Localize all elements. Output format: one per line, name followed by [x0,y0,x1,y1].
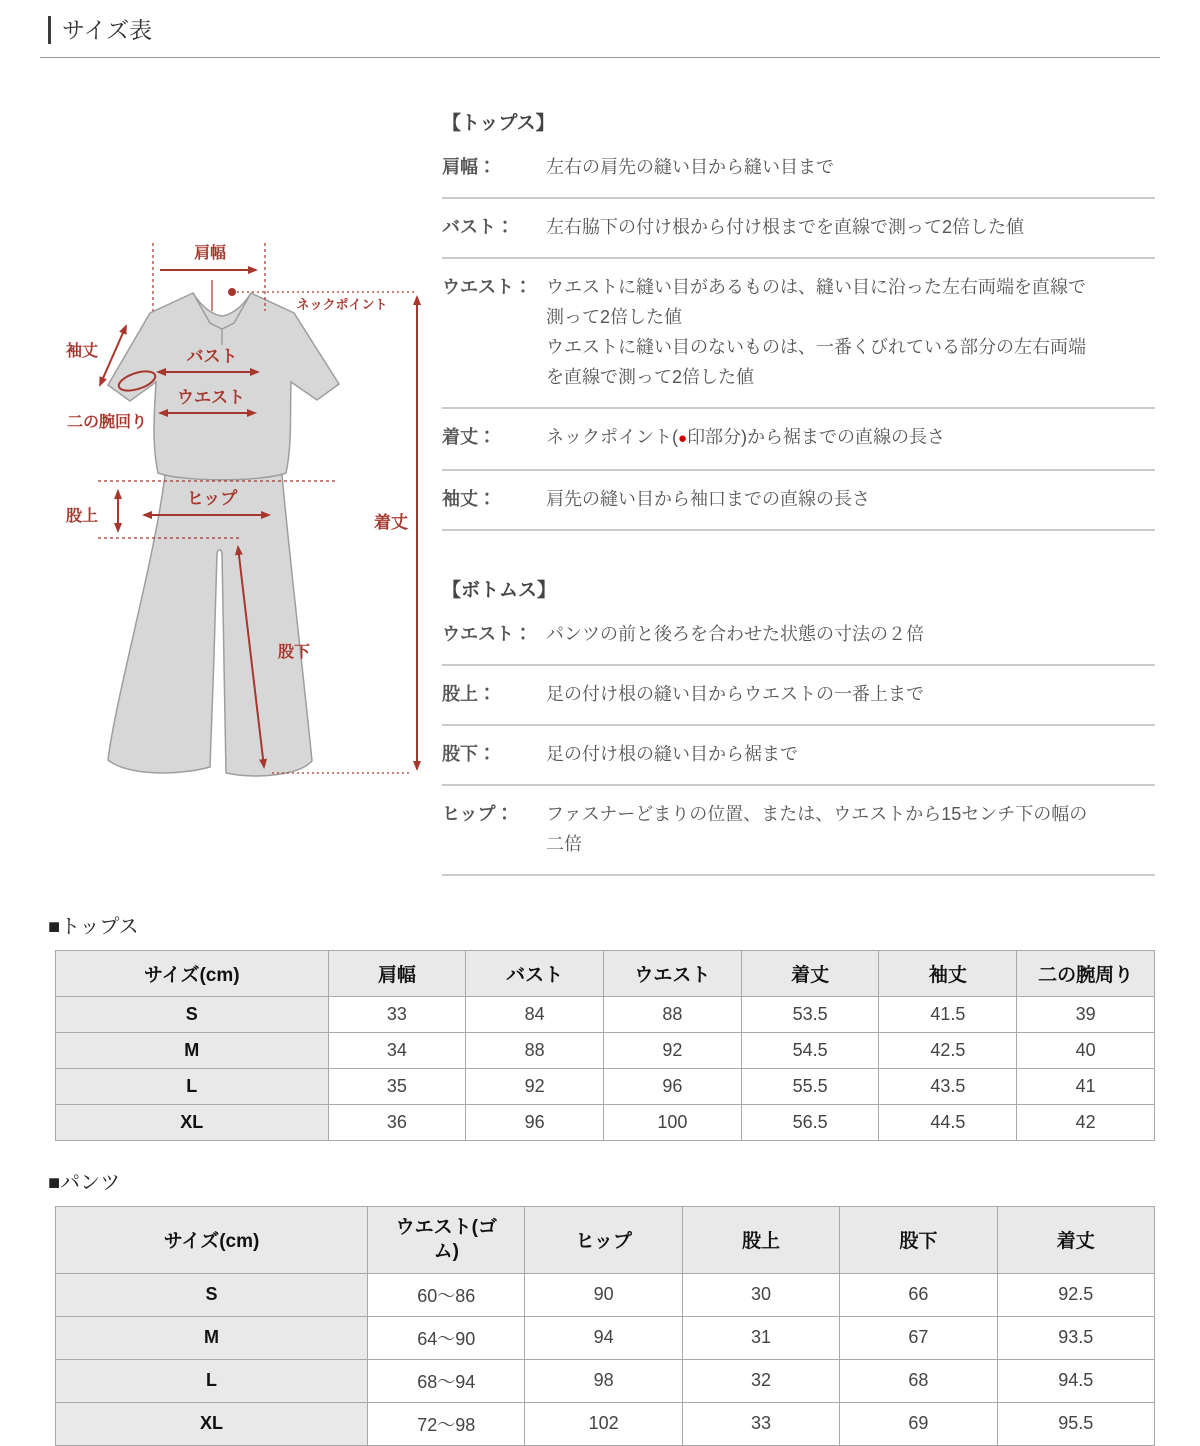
tops-table-section [40,910,1155,1141]
table-cell: 34 [328,1033,466,1069]
column-header-label: ウエスト(ゴム) [395,1217,497,1262]
neck-point-dot [228,288,236,296]
definition-line: ウエストに縫い目のないものは、一番くびれている部分の左右両端 [546,337,1086,357]
definition-desc [546,739,1155,769]
definition-line: 左右の肩先の縫い目から縫い目まで [546,157,834,177]
table-cell: 41.5 [879,997,1017,1033]
table-row [56,1105,1155,1141]
size-cell: XL [56,1402,368,1445]
table-cell: 60〜86 [368,1273,525,1316]
size-cell: L [56,1359,368,1402]
definition-desc [546,679,1155,709]
pants-size-table [55,1206,1155,1446]
table-cell: 88 [604,997,742,1033]
table-row [56,1316,1155,1359]
definition-line: 左右脇下の付け根から付け根までを直線で測って2倍した値 [546,217,1025,237]
bust-label: バスト [186,347,238,366]
size-cell: XL [56,1105,329,1141]
table-cell: 95.5 [997,1402,1154,1445]
definition-text: ネックポイント( [546,427,678,447]
definitions-panel [442,58,1155,876]
definition-line: ウエストに縫い目があるものは、縫い目に沿った左右両端を直線で [546,277,1086,297]
size-cell: S [56,1273,368,1316]
table-cell: 56.5 [741,1105,879,1141]
definition-line: 足の付け根の縫い目からウエストの一番上まで [546,684,924,704]
pants-table-section [40,1166,1155,1446]
table-cell: 93.5 [997,1316,1154,1359]
table-cell: 44.5 [879,1105,1017,1141]
definition-term: 着丈： [442,427,496,447]
table-cell: 98 [525,1359,682,1402]
column-header [1017,951,1155,997]
table-cell: 64〜90 [368,1316,525,1359]
table-cell: 42.5 [879,1033,1017,1069]
table-cell: 96 [466,1105,604,1141]
definition-line: 測って2倍した値 [546,307,683,327]
column-header-label: 肩幅 [377,965,416,986]
column-header [682,1207,839,1274]
definition-text: 印部分)から裾までの直線の長さ [687,427,946,447]
definition-term: ウエスト： [442,277,532,297]
column-header [879,951,1017,997]
table-cell: 54.5 [741,1033,879,1069]
definition-term: 肩幅： [442,157,496,177]
column-header-label: 股下 [899,1231,938,1253]
sleeve-length-label: 袖丈 [65,343,99,360]
definition-desc [546,619,1155,649]
column-header [368,1207,525,1274]
size-cell: L [56,1069,329,1105]
column-header [997,1207,1154,1274]
table-cell: 94 [525,1316,682,1359]
table-cell: 40 [1017,1033,1155,1069]
table-cell: 39 [1017,997,1155,1033]
definition-row [442,259,1155,409]
column-header [328,951,466,997]
pants-section-title: ■パンツ [48,1172,121,1194]
table-cell: 33 [682,1402,839,1445]
bottoms-definitions-heading: 【ボトムス】 [442,580,557,601]
table-cell: 69 [840,1402,997,1445]
table-header-row [56,951,1155,997]
table-cell: 43.5 [879,1069,1017,1105]
table-cell: 55.5 [741,1069,879,1105]
table-cell: 31 [682,1316,839,1359]
column-header-label: サイズ(cm) [163,1231,260,1253]
definition-term: バスト： [442,217,514,237]
table-cell: 90 [525,1273,682,1316]
column-header-label: ウエスト [634,965,711,986]
definition-term: 股上： [442,684,496,704]
inseam-label: 股下 [278,644,311,661]
definition-line: 二倍 [546,834,582,854]
table-cell: 94.5 [997,1359,1154,1402]
upper-arm-label: 二の腕回り [66,414,148,431]
definition-term: 股下： [442,744,496,764]
neck-point-mark: ● [678,430,688,447]
column-header [741,951,879,997]
table-header-row [56,1207,1155,1274]
definition-line: 足の付け根の縫い目から裾まで [546,744,798,764]
table-cell: 36 [328,1105,466,1141]
clothing-measurement-illustration [50,233,442,853]
definition-desc [546,212,1155,242]
neck-point-label: ネックポイント [296,297,388,312]
definition-row [442,606,1155,666]
table-row [56,1359,1155,1402]
column-header-label: 着丈 [1056,1231,1095,1253]
definition-row [442,471,1155,531]
definition-line: ファスナーどまりの位置、または、ウエストから15センチ下の幅の [546,804,1088,824]
definition-row [442,786,1155,876]
tops-size-table [55,950,1155,1141]
column-header [466,951,604,997]
table-cell: 96 [604,1069,742,1105]
definition-desc [546,484,1155,514]
definition-term: ヒップ： [442,804,514,824]
table-cell: 92.5 [997,1273,1154,1316]
measurement-diagram [50,58,442,876]
table-cell: 35 [328,1069,466,1105]
column-header [525,1207,682,1274]
table-cell: 32 [682,1359,839,1402]
rise-label: 股上 [65,508,99,525]
table-row [56,1402,1155,1445]
shoulder-width-label: 肩幅 [193,245,227,262]
measurement-guide [0,58,1200,876]
definition-desc [546,152,1155,182]
column-header [840,1207,997,1274]
tops-section-title: ■トップス [48,916,139,938]
table-cell: 88 [466,1033,604,1069]
table-cell: 41 [1017,1069,1155,1105]
column-header-label: 袖丈 [928,965,967,986]
table-cell: 42 [1017,1105,1155,1141]
definition-row [442,409,1155,471]
column-header-size [56,951,329,997]
table-cell: 33 [328,997,466,1033]
definition-line: 肩先の縫い目から袖口までの直線の長さ [546,489,870,509]
pants-shape [108,475,312,776]
size-tables [0,910,1200,1446]
page-header [0,0,1200,44]
definition-row [442,666,1155,726]
definition-row [442,726,1155,786]
column-header-size [56,1207,368,1274]
table-row [56,997,1155,1033]
definition-row [442,139,1155,199]
table-cell: 102 [525,1402,682,1445]
table-cell: 84 [466,997,604,1033]
table-cell: 66 [840,1273,997,1316]
table-cell: 92 [466,1069,604,1105]
definition-desc [546,422,1155,454]
definition-line: を直線で測って2倍した値 [546,367,755,387]
column-header-label: 股上 [742,1231,781,1253]
table-row [56,1069,1155,1105]
table-cell: 68〜94 [368,1359,525,1402]
column-header-label: サイズ(cm) [143,965,240,986]
definition-line [546,422,1155,454]
table-cell: 67 [840,1316,997,1359]
column-header-label: 着丈 [791,965,830,986]
table-cell: 92 [604,1033,742,1069]
size-cell: S [56,997,329,1033]
column-header-label: 二の腕周り [1038,965,1134,986]
definition-term: 袖丈： [442,489,496,509]
column-header-label: バスト [506,965,564,986]
waist-label: ウエスト [177,388,245,407]
table-cell: 68 [840,1359,997,1402]
column-header-label: ヒップ [575,1231,632,1253]
page-title: サイズ表 [48,16,1160,44]
hip-label: ヒップ [186,489,238,508]
column-header [604,951,742,997]
definition-row [442,199,1155,259]
table-cell: 53.5 [741,997,879,1033]
size-cell: M [56,1033,329,1069]
table-cell: 72〜98 [368,1402,525,1445]
size-cell: M [56,1316,368,1359]
table-cell: 100 [604,1105,742,1141]
definition-term: ウエスト： [442,624,532,644]
table-row [56,1033,1155,1069]
table-row [56,1273,1155,1316]
table-cell: 30 [682,1273,839,1316]
definition-desc [546,799,1155,859]
garment-length-label: 着丈 [374,513,408,532]
tops-definitions-heading: 【トップス】 [442,113,555,134]
definition-desc [546,272,1155,392]
definition-line: パンツの前と後ろを合わせた状態の寸法の２倍 [546,624,924,644]
